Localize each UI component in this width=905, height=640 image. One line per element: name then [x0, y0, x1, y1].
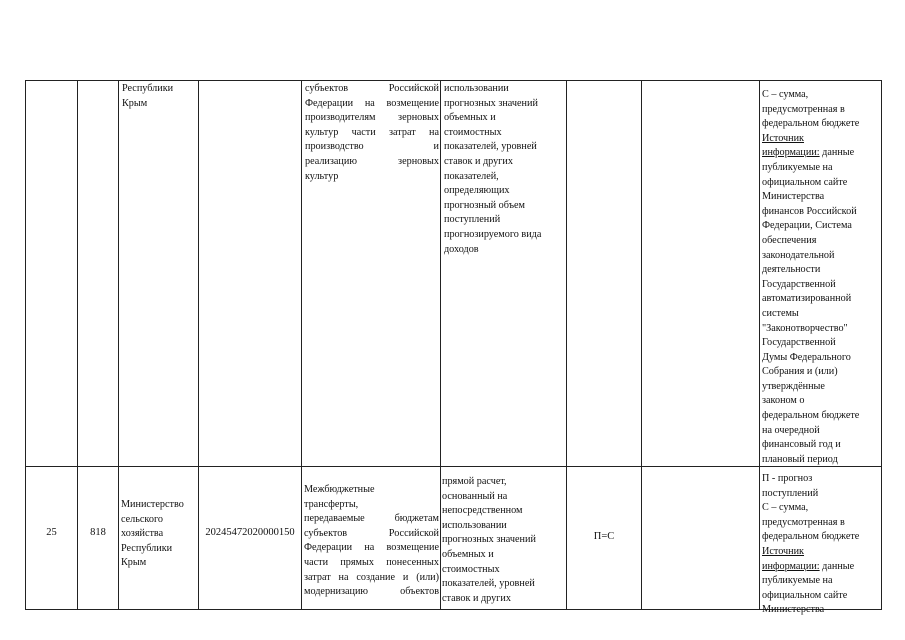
justified-line: субъектов Российской: [305, 83, 439, 94]
justified-line: части прямых понесенных: [304, 556, 439, 568]
kbk-code: 20245472020000150: [205, 527, 295, 538]
justified-line: реализацию зерновых: [305, 155, 439, 167]
formula: П=С: [593, 531, 615, 542]
justified-lines: [304, 512, 439, 600]
justified-line: производство и: [305, 141, 439, 153]
justified-line: культур части затрат на: [305, 126, 439, 138]
name-last-line: культур: [305, 170, 339, 182]
cell-org-top: Республики Крым: [122, 83, 174, 109]
justified-line: затрат на создание и (или): [304, 571, 439, 583]
cell-name-top: [305, 82, 439, 184]
source-text: данные публикуемые на официальном сайте Министерства финансов Российской Федерации, Система обеспечения законодательной деятельности Государственной автоматизированной системы "Законотворчество" Государственной Думы Федерального Собрания и (или) утверждённые законом о федеральном бюджете на очередной финансовый год и плановый период: [762, 147, 860, 465]
cell-method-bottom: прямой расчет, основанный на непосредственном использовании прогнозных значений объемных и стоимостных показателей, уровней ставок и других: [442, 476, 536, 604]
justified-line: Федерации на возмещение: [305, 97, 439, 109]
row-number: 25: [46, 527, 57, 538]
col-border: [440, 80, 441, 610]
justified-line: модернизацию объектов: [304, 586, 439, 598]
justified-line: производителям зерновых: [305, 112, 439, 124]
source-label: Источник информации:: [762, 545, 820, 572]
col-border: [759, 80, 760, 610]
cell-method-top: использовании прогнозных значений объемных и стоимостных показателей, уровней ставок и других показателей, определяющих прогнозный объем поступлений прогнозируемого вида доходов: [444, 83, 542, 255]
name-first-lines: Межбюджетные трансферты,: [304, 484, 375, 510]
table-top-border: [25, 80, 882, 81]
cell-name-bottom: [304, 483, 439, 600]
table-bottom-border: [25, 609, 882, 610]
col-border: [641, 80, 642, 610]
justified-line: Федерации на возмещение: [304, 542, 439, 554]
justified-lines: [305, 82, 439, 170]
cell-note-top: [762, 88, 883, 467]
note-sum-text: С – сумма, предусмотренная в федеральном бюджете: [762, 89, 860, 130]
cell-note-bottom: [762, 472, 883, 618]
col-border: [301, 80, 302, 610]
source-label: Источник информации:: [762, 132, 820, 159]
justified-line: субъектов Российской: [304, 527, 439, 539]
admin-code: 818: [90, 527, 106, 538]
cell-org-bottom: Министерство сельского хозяйства Республики Крым: [121, 499, 184, 569]
row-divider: [25, 466, 882, 467]
col-border: [118, 80, 119, 610]
source-text: данные публикуемые на официальном сайте Министерства: [762, 560, 855, 616]
note-text: П - прогноз поступлений С – сумма, предусмотренная в федеральном бюджете: [762, 473, 860, 543]
justified-line: передаваемые бюджетам: [304, 513, 439, 525]
